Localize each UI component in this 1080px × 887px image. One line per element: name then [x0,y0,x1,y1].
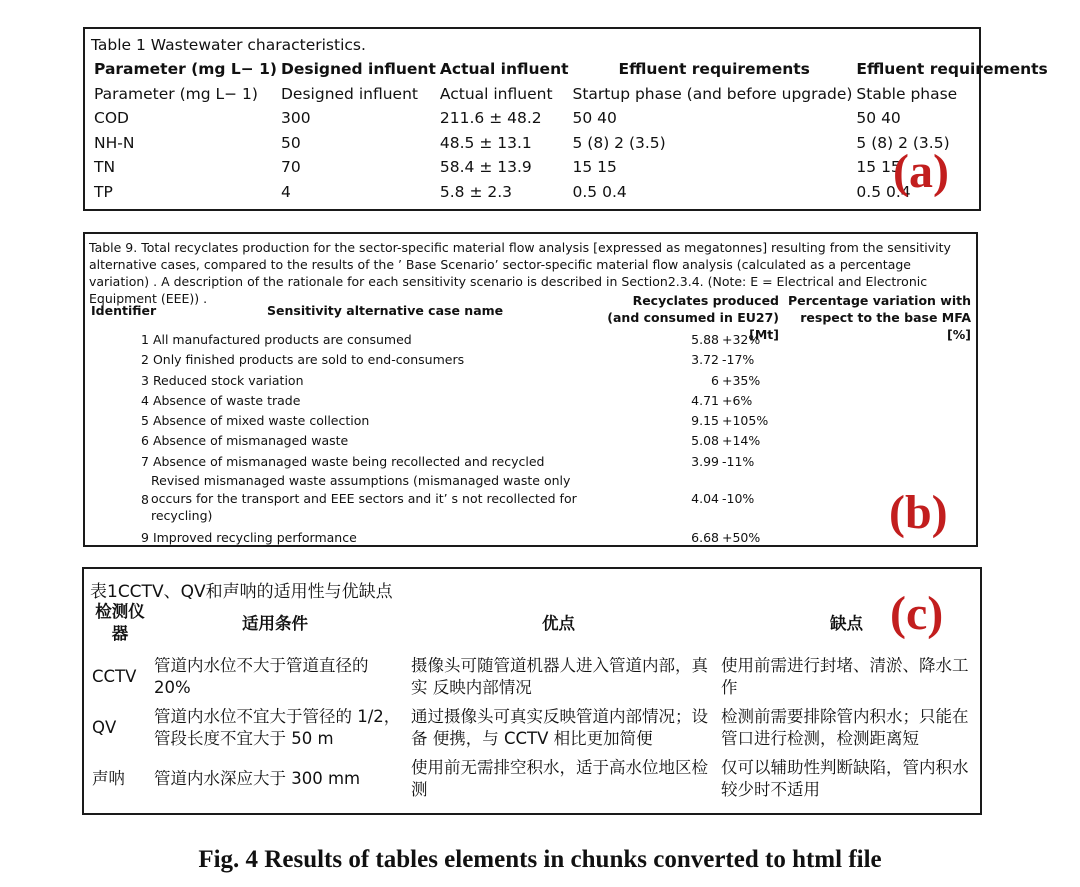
recyclates-value: 4.71 [691,392,719,408]
table-b-header-case: Sensitivity alternative case name [267,303,504,318]
table-a-subheader-cell: Startup phase (and before upgrade) [572,84,853,103]
table-c-cell-instrument: QV [92,718,117,737]
recyclates-value: 4.04 [691,491,719,507]
figure-caption: Fig. 4 Results of tables elements in chunks converted to html file [198,846,882,873]
row-number: 5 [141,413,149,429]
table-c-cell-disadvantages: 检测前需要排除管内积水；只能在 管口进行检测，检测距离短 [721,707,969,748]
table-row [141,350,841,370]
row-number: 7 [141,453,149,469]
table-b-header-variation: Percentage variation with respect to the base MFA [%] [787,293,971,342]
table-row [141,452,841,472]
table-a-subheader-cell: Actual influent [439,84,553,103]
percentage-variation: -11% [722,453,755,469]
percentage-variation: +32% [722,332,761,347]
table-a-header-cell: Designed influent [281,60,436,79]
table-a-cell: 15 15 [856,158,901,177]
table-b-caption: Table 9. Total recyclates production for the sector-specific material flow analysis [expressed as megatonnes] resulting from the sensitivity alternative cases, compared to the results of the ’ Base Scenario’ sector-specific material flow analysis (calculated as a percentage variation) . A description of the rationale for each sensitivity scenario is described in Section2.3.4. (Note: E = Electrical and Electronic Equipment (EEE)) . [89,240,951,306]
table-c-header-conditions: 适用条件 [242,614,308,633]
recyclates-value: 5.88 [691,332,719,347]
case-name: Revised mismanaged waste assumptions (mismanaged waste only occurs for the transport and EEE sectors and it’ s not recollected for recycling) [151,473,577,524]
table-a-cell: 50 40 [572,109,617,128]
case-name: Only finished products are sold to end-consumers [152,352,465,368]
table-c-cell-disadvantages: 使用前需进行封堵、清淤、降水工作 [721,656,969,697]
table-a-panel [83,27,1048,211]
table-a-header-cell: Effluent requirements [618,60,810,79]
table-a-subheader-cell: Stable phase [856,84,958,103]
row-number: 4 [141,392,149,408]
table-a-subheader-cell: Designed influent [281,84,418,103]
panel-label-a: (a) [893,145,949,198]
recyclates-value: 6 [711,372,719,388]
percentage-variation: +105% [722,413,769,429]
table-a-cell: 58.4 ± 13.9 [439,158,532,177]
table-c-cell-disadvantages: 仅可以辅助性判断缺陷，管内积水 较少时不适用 [721,758,969,799]
row-number: 8 [141,491,149,507]
case-name: Reduced stock variation [152,372,304,388]
table-c-header-advantages: 优点 [542,614,575,633]
table-a-cell: 5 (8) 2 (3.5) [572,133,666,152]
table-c-cell-advantages: 摄像头可随管道机器人进入管道内部，真实 反映内部情况 [411,656,708,697]
case-name: All manufactured products are consumed [152,332,412,347]
table-a-cell: TP [94,182,113,201]
percentage-variation: +35% [722,372,761,388]
table-row [141,330,841,350]
table-row [141,391,841,411]
table-a-cell: 5.8 ± 2.3 [439,182,513,201]
panel-label-c: (c) [890,587,944,640]
table-c-caption: 表1CCTV、QV和声呐的适用性与优缺点 [90,582,393,602]
percentage-variation: +14% [722,433,761,449]
table-a-cell: 0.5 0.4 [856,182,911,201]
table-row [141,431,841,451]
recyclates-value: 3.99 [691,453,719,469]
table-a-cell: 48.5 ± 13.1 [439,133,532,152]
table-a-cell: 4 [281,182,291,201]
table-a-header-cell: Parameter (mg L− 1) [94,60,277,79]
case-name: Absence of mismanaged waste [152,433,349,449]
table-a-cell: 70 [281,158,301,177]
table-c-header-disadvantages: 缺点 [830,614,863,633]
table-row [141,472,841,528]
table-a-caption: Table 1 Wastewater characteristics. [91,36,366,54]
table-row [141,411,841,431]
table-c-cell-advantages: 通过摄像头可真实反映管道内部情况；设备 便携，与 CCTV 相比更加简便 [411,707,708,748]
table-a-header-row [92,57,1050,82]
table-a-cell: 5 (8) 2 (3.5) [856,133,950,152]
table-c-cell-conditions: 管道内水位不大于管道直径的 20% [154,656,369,697]
table-c-header-instrument: 检测仪器 [95,602,145,643]
panel-label-b: (b) [889,486,948,539]
table-a-subheader-row [92,82,1050,107]
table-row [141,528,841,548]
case-name: Absence of mixed waste collection [152,413,370,429]
table-a-cell: 211.6 ± 48.2 [439,109,542,128]
table-c-cell-instrument: CCTV [92,667,137,686]
table-a-cell: TN [94,158,116,177]
table-a-cell: 50 [281,133,301,152]
table-b-panel [83,232,978,547]
recyclates-value: 9.15 [691,413,719,429]
case-name: Improved recycling performance [152,530,357,546]
case-name: Absence of waste trade [152,392,301,408]
row-number: 1 [141,332,149,347]
table-b-header-identifier: Identifier [91,303,157,318]
percentage-variation: +6% [722,392,753,408]
table-c-cell-conditions: 管道内水位不宜大于管径的 1/2，管段长度不宜大于 50 m [154,707,401,748]
percentage-variation: +50% [722,530,761,546]
table-a-cell: COD [94,109,129,128]
row-number: 9 [141,530,149,546]
table-a-subheader-cell: Parameter (mg L− 1) [94,84,258,103]
recyclates-value: 3.72 [691,352,719,368]
table-c-cell-advantages: 使用前无需排空积水，适于高水位地区检测 [411,758,708,799]
table-a-cell: 300 [281,109,311,128]
recyclates-value: 5.08 [691,433,719,449]
table-a-cell: 50 40 [856,109,901,128]
case-name: Absence of mismanaged waste being recollected and recycled [152,453,545,469]
percentage-variation: -10% [722,491,755,507]
table-c-panel [82,567,982,815]
table-a-cell: 15 15 [572,158,617,177]
table-a-cell: 0.5 0.4 [572,182,627,201]
table-c-cell-instrument: 声呐 [92,769,125,788]
table-b-header-produced: Recyclates produced (and consumed in EU27) [Mt] [607,293,779,342]
table-b-rows [141,330,841,548]
row-number: 6 [141,433,149,449]
table-row [141,371,841,391]
table-a-cell: NH-N [94,133,135,152]
recyclates-value: 6.68 [691,530,719,546]
row-number: 3 [141,372,149,388]
table-a-header-cell: Effluent requirements [856,60,1048,79]
table-a-header-cell: Actual influent [439,60,569,79]
row-number: 2 [141,352,149,368]
percentage-variation: -17% [722,352,755,368]
table-row [92,106,1050,131]
table-c-cell-conditions: 管道内水深应大于 300 mm [154,769,361,788]
